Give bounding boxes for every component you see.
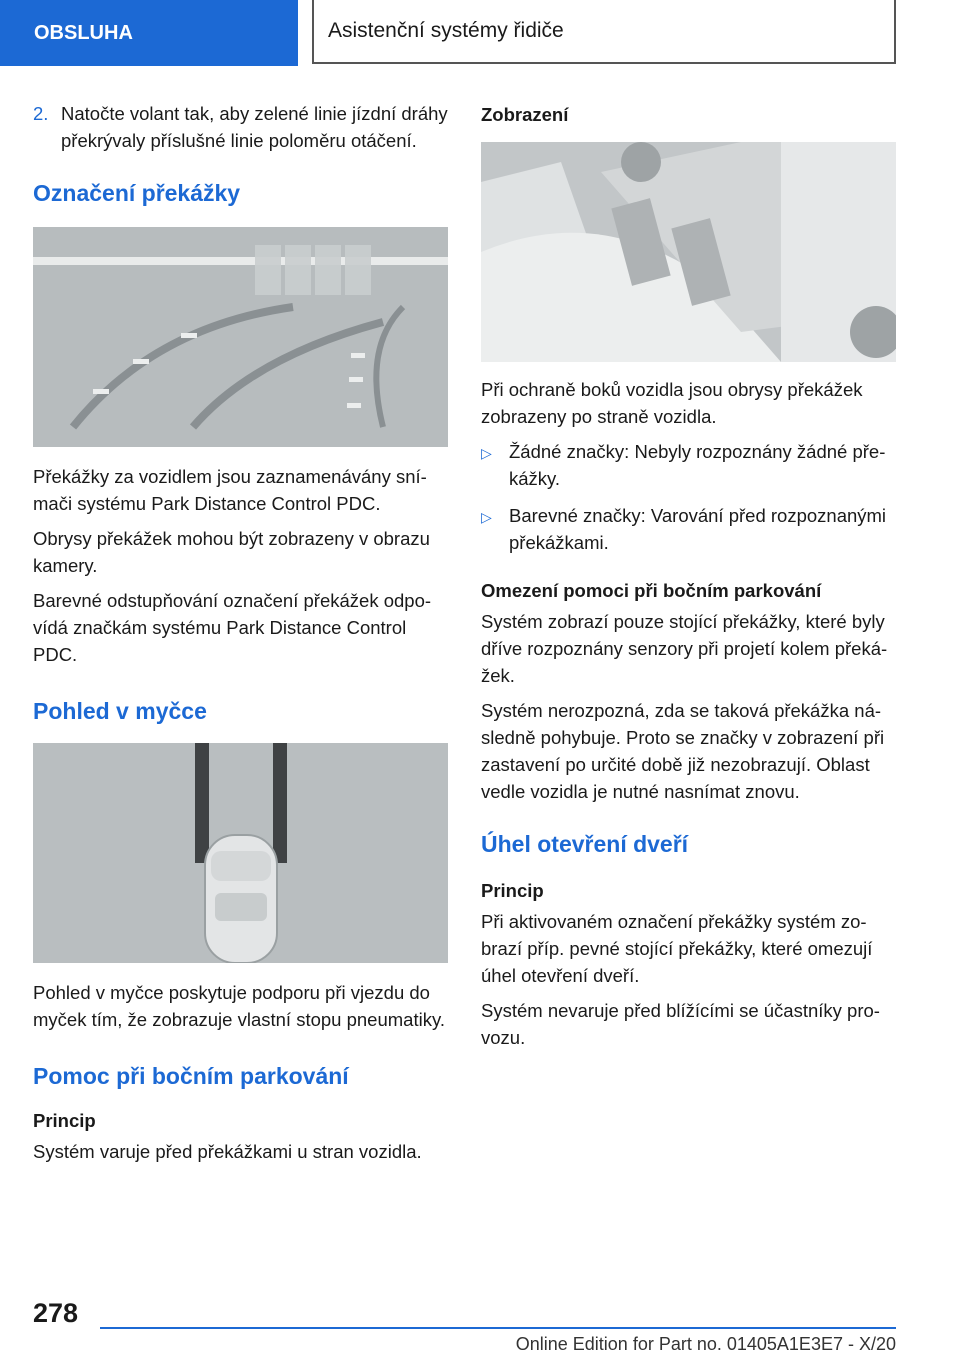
right-column (481, 100, 896, 1059)
car-wash-figure (33, 743, 448, 963)
paragraph: Překážky za vozidlem jsou zaznamenávány snímači systému Park Distance Control PDC. (33, 466, 427, 514)
subheading-limits: Omezení pomoci při bočním parkování (481, 580, 822, 601)
step-text: Natočte volant tak, aby zelené linie jízdní dráhy překrývaly příslušné linie poloměru otáčení. (61, 103, 448, 151)
side-view-figure (481, 142, 896, 362)
edition-note: Online Edition for Part no. 01405A1E3E7 - X/20 (515, 1334, 896, 1354)
paragraph: Při ochraně boků vozidla jsou obrysy překážek zobrazeny po straně vozidla. (481, 379, 863, 427)
subheading-display: Zobrazení (481, 104, 569, 125)
obstacle-marking-figure (33, 227, 448, 447)
chapter-title: Asistenční systémy řidiče (312, 0, 896, 64)
heading-side-parking: Pomoc při bočním parkování (33, 1063, 349, 1089)
paragraph: Obrysy překážek mohou být zobrazeny v obrazu kamery. (33, 528, 430, 576)
list-item-text: Žádné značky: Nebyly rozpoznány žádné překážky. (509, 441, 886, 489)
heading-car-wash-view: Pohled v myčce (33, 698, 207, 724)
list-item (481, 502, 896, 556)
list-item (481, 438, 896, 492)
heading-obstacle-marking: Označení překážky (33, 180, 241, 206)
footer-divider (100, 1327, 896, 1329)
page-number: 278 (33, 1298, 79, 1328)
step-number: 2. (33, 103, 49, 124)
paragraph: Pohled v myčce poskytuje podporu při vjezdu do myček tím, že zobrazuje vlastní stopu pneumatiky. (33, 982, 445, 1030)
paragraph: Systém nevaruje před blížícími se účastníky provozu. (481, 1000, 880, 1048)
step-item (33, 100, 448, 154)
paragraph: Systém varuje před překážkami u stran vozidla. (33, 1141, 422, 1162)
list-item-text: Barevné značky: Varování před rozpoznanými překážkami. (509, 505, 887, 553)
paragraph: Při aktivovaném označení překážky systém zobrazí příp. pevné stojící překážky, které omezují úhel otevření dveří. (481, 911, 873, 986)
left-column (33, 100, 448, 1173)
subheading-principle: Princip (33, 1110, 96, 1131)
heading-door-angle: Úhel otevření dveří (481, 831, 689, 857)
triangle-bullet-icon: ▷ (481, 509, 492, 525)
triangle-bullet-icon: ▷ (481, 445, 492, 461)
paragraph: Barevné odstupňování označení překážek odpovídá značkám systému Park Distance Control PDC. (33, 590, 432, 665)
paragraph: Systém nerozpozná, zda se taková překážka následně pohybuje. Proto se značky v zobrazení při zastavení po určité době již nezobrazují. Oblast vedle vozidla je nutné nasnímat znovu. (481, 700, 885, 802)
section-tab: OBSLUHA (0, 0, 298, 66)
paragraph: Systém zobrazí pouze stojící překážky, které byly dříve rozpoznány senzory při projetí kolem překážek. (481, 611, 888, 686)
subheading-principle: Princip (481, 880, 544, 901)
